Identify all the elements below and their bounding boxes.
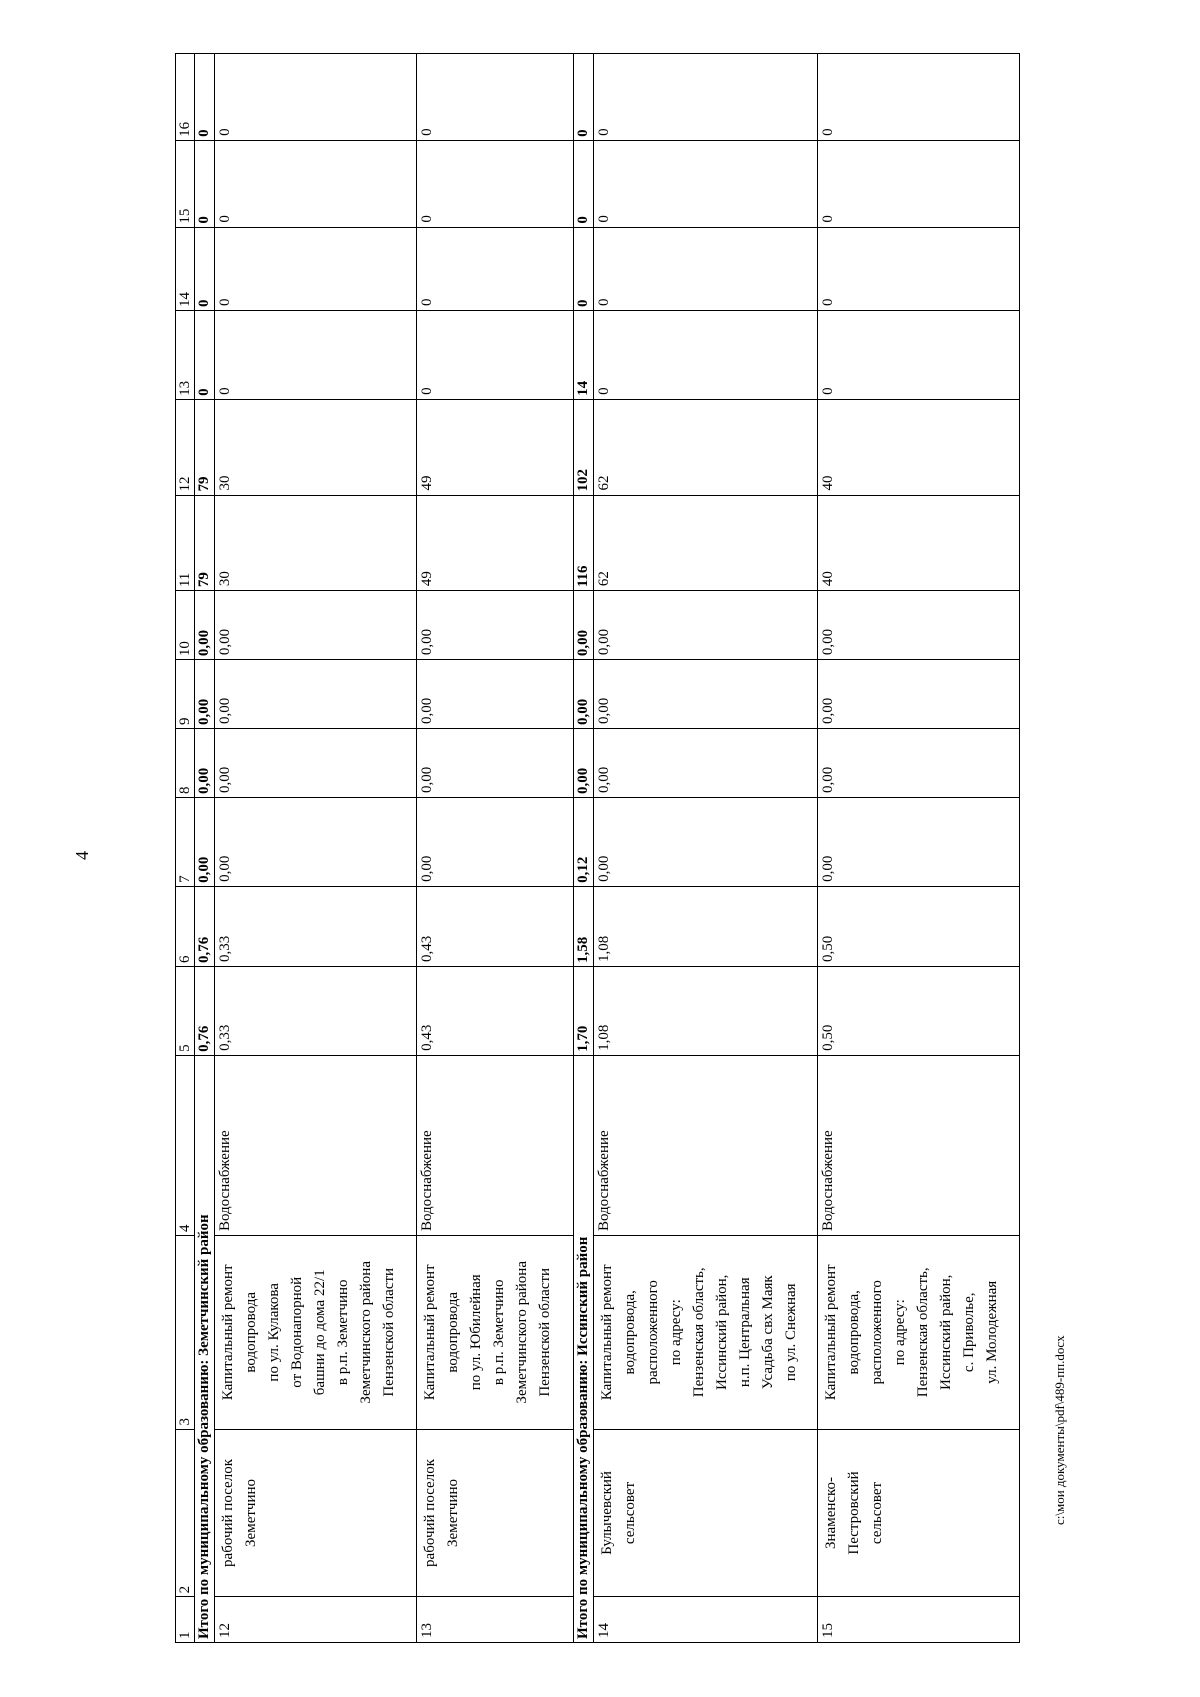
value-cell: 0,00 <box>818 797 1020 886</box>
value-cell: 0,00 <box>417 729 574 798</box>
type-cell: Водоснабжение <box>594 1055 818 1235</box>
file-path-footer: c:\мои документы\pdf\489-пп.docx <box>1052 1335 1067 1525</box>
value-cell: 0 <box>594 310 818 399</box>
municipality-cell: рабочий поселок Земетчино <box>417 1429 574 1597</box>
value-cell: 0,00 <box>818 729 1020 798</box>
total-value: 0 <box>574 227 594 310</box>
value-cell: 0,00 <box>417 660 574 729</box>
table-row <box>215 54 417 1643</box>
value-cell: 0,00 <box>594 797 818 886</box>
table-row <box>594 54 818 1643</box>
total-value: 0 <box>195 140 215 227</box>
value-cell: 0 <box>594 54 818 141</box>
total-value: 79 <box>195 495 215 591</box>
section-total-label: Итого по муниципальному образованию: Иссинский район <box>574 1055 594 1642</box>
total-value: 0,00 <box>195 797 215 886</box>
value-cell: 1,08 <box>594 886 818 966</box>
value-cell: 30 <box>215 399 417 495</box>
row-number: 14 <box>594 1597 818 1643</box>
object-cell: Капитальный ремонт водопровода, расположенного по адресу: Пензенская область, Иссинский район, н.п. Центральная Усадьба свх Маяк по ул. Снежная <box>594 1236 818 1429</box>
value-cell: 1,08 <box>594 966 818 1055</box>
value-cell: 62 <box>594 399 818 495</box>
col-header: 15 <box>176 140 195 227</box>
column-number-row <box>176 54 195 1643</box>
value-cell: 0,33 <box>215 886 417 966</box>
col-header: 1 <box>176 1597 195 1643</box>
type-cell: Водоснабжение <box>417 1055 574 1235</box>
capital-repair-table <box>175 53 1020 1643</box>
value-cell: 0,00 <box>818 591 1020 660</box>
value-cell: 0 <box>594 140 818 227</box>
value-cell: 0 <box>215 140 417 227</box>
total-value: 0,76 <box>195 966 215 1055</box>
total-value: 1,58 <box>574 886 594 966</box>
col-header: 16 <box>176 54 195 141</box>
object-cell: Капитальный ремонт водопровода, расположенного по адресу: Пензенская область, Иссинский район, с. Приволье, ул. Молодежная <box>818 1236 1020 1429</box>
value-cell: 0 <box>215 227 417 310</box>
total-value: 0,00 <box>195 729 215 798</box>
total-value: 0,00 <box>574 591 594 660</box>
municipality-cell: Булычевский сельсовет <box>594 1429 818 1597</box>
col-header: 13 <box>176 310 195 399</box>
total-value: 0,00 <box>195 660 215 729</box>
value-cell: 0,50 <box>818 886 1020 966</box>
type-cell: Водоснабжение <box>215 1055 417 1235</box>
value-cell: 49 <box>417 495 574 591</box>
value-cell: 0,33 <box>215 966 417 1055</box>
value-cell: 0 <box>417 310 574 399</box>
total-value: 1,70 <box>574 966 594 1055</box>
total-value: 116 <box>574 495 594 591</box>
total-value: 79 <box>195 399 215 495</box>
object-cell: Капитальный ремонт водопровода по ул. Юбилейная в р.п. Земетчино Земетчинского района Пензенской области <box>417 1236 574 1429</box>
value-cell: 0,00 <box>594 660 818 729</box>
value-cell: 0,00 <box>215 660 417 729</box>
row-number: 12 <box>215 1597 417 1643</box>
value-cell: 0,43 <box>417 886 574 966</box>
value-cell: 49 <box>417 399 574 495</box>
section-total-row <box>195 54 215 1643</box>
total-value: 102 <box>574 399 594 495</box>
total-value: 0 <box>574 54 594 141</box>
col-header: 7 <box>176 797 195 886</box>
value-cell: 0,00 <box>417 591 574 660</box>
value-cell: 0,50 <box>818 966 1020 1055</box>
municipality-cell: Знаменско- Пестровский сельсовет <box>818 1429 1020 1597</box>
section-total-label: Итого по муниципальному образованию: Земетчинский район <box>195 1055 215 1642</box>
table-row <box>417 54 574 1643</box>
value-cell: 0 <box>818 310 1020 399</box>
value-cell: 0 <box>417 140 574 227</box>
total-value: 14 <box>574 310 594 399</box>
value-cell: 0 <box>417 227 574 310</box>
object-cell: Капитальный ремонт водопровода по ул. Кулакова от Водонапорной башни до дома 22/1 в р.п. Земетчино Земетчинского района Пензенской области <box>215 1236 417 1429</box>
total-value: 0,00 <box>574 729 594 798</box>
col-header: 12 <box>176 399 195 495</box>
value-cell: 0,00 <box>594 591 818 660</box>
col-header: 4 <box>176 1055 195 1235</box>
page-number: 4 <box>72 851 92 860</box>
value-cell: 40 <box>818 495 1020 591</box>
value-cell: 0 <box>215 310 417 399</box>
section-total-row <box>574 54 594 1643</box>
col-header: 6 <box>176 886 195 966</box>
col-header: 2 <box>176 1429 195 1597</box>
total-value: 0,00 <box>195 591 215 660</box>
value-cell: 0 <box>818 54 1020 141</box>
municipality-cell: рабочий поселок Земетчино <box>215 1429 417 1597</box>
rotated-table-frame <box>175 53 1200 1643</box>
total-value: 0,76 <box>195 886 215 966</box>
row-number: 13 <box>417 1597 574 1643</box>
value-cell: 0 <box>818 227 1020 310</box>
table-row <box>818 54 1020 1643</box>
value-cell: 0 <box>417 54 574 141</box>
value-cell: 0,00 <box>215 729 417 798</box>
value-cell: 0 <box>818 140 1020 227</box>
col-header: 9 <box>176 660 195 729</box>
value-cell: 0,00 <box>417 797 574 886</box>
col-header: 10 <box>176 591 195 660</box>
total-value: 0 <box>195 310 215 399</box>
value-cell: 30 <box>215 495 417 591</box>
value-cell: 0 <box>215 54 417 141</box>
value-cell: 0,00 <box>215 591 417 660</box>
value-cell: 0,00 <box>594 729 818 798</box>
value-cell: 0,00 <box>215 797 417 886</box>
value-cell: 0 <box>594 227 818 310</box>
col-header: 14 <box>176 227 195 310</box>
col-header: 3 <box>176 1236 195 1429</box>
value-cell: 40 <box>818 399 1020 495</box>
total-value: 0,12 <box>574 797 594 886</box>
col-header: 11 <box>176 495 195 591</box>
col-header: 8 <box>176 729 195 798</box>
type-cell: Водоснабжение <box>818 1055 1020 1235</box>
col-header: 5 <box>176 966 195 1055</box>
total-value: 0 <box>195 54 215 141</box>
value-cell: 62 <box>594 495 818 591</box>
row-number: 15 <box>818 1597 1020 1643</box>
total-value: 0 <box>195 227 215 310</box>
value-cell: 0,43 <box>417 966 574 1055</box>
total-value: 0,00 <box>574 660 594 729</box>
value-cell: 0,00 <box>818 660 1020 729</box>
total-value: 0 <box>574 140 594 227</box>
